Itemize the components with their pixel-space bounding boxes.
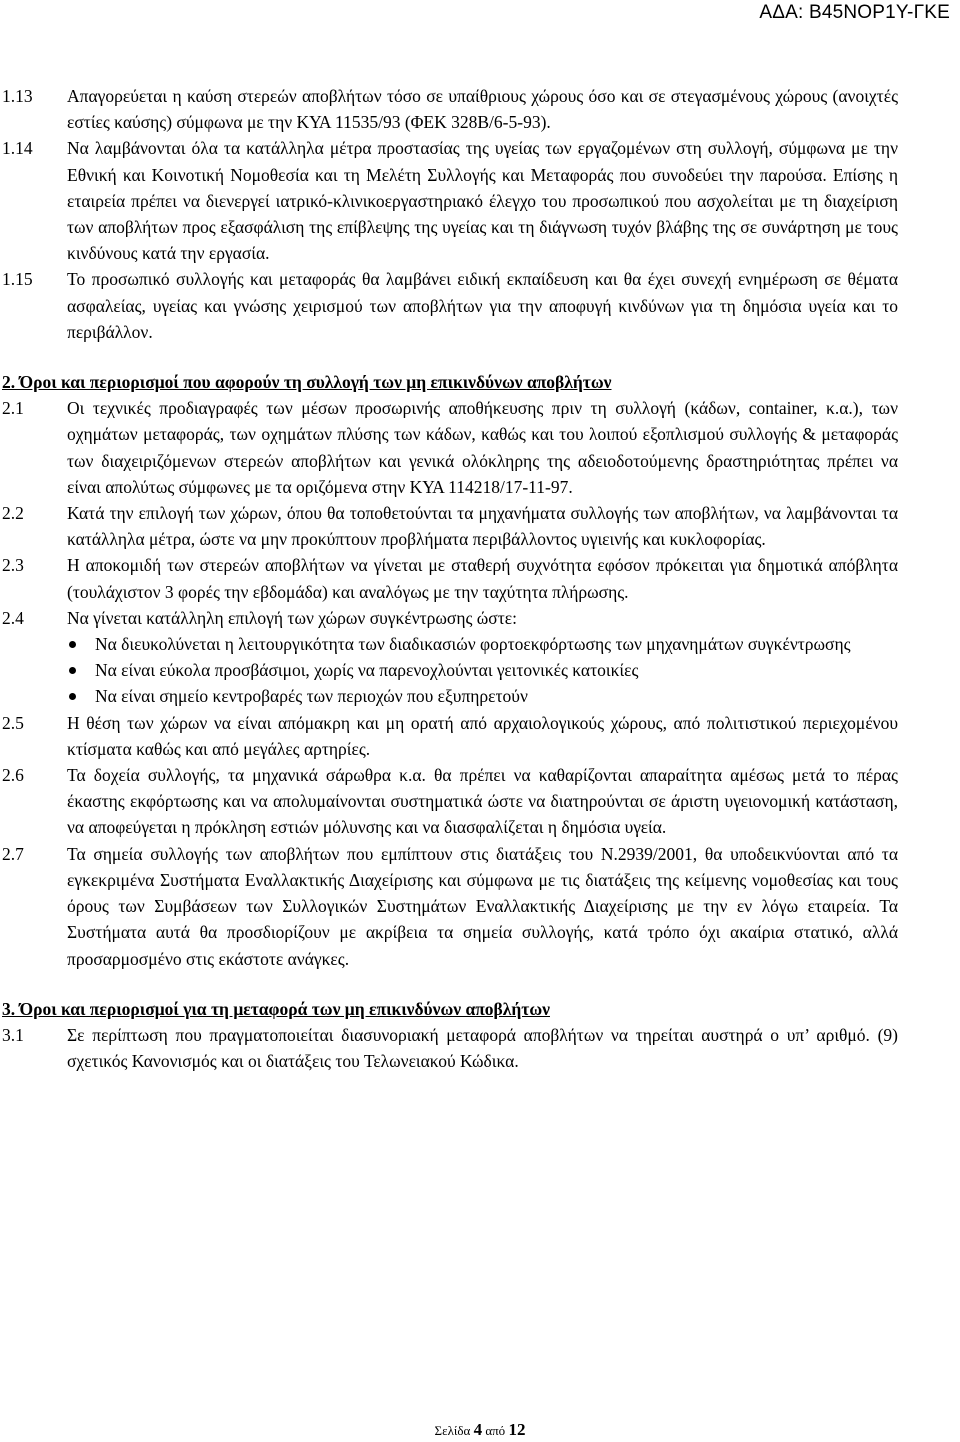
item-text-with-bullets [67,605,898,710]
item-text: Οι τεχνικές προδιαγραφές των μέσων προσωρινής αποθήκευσης πριν τη συλλογή (κάδων, container, κ.α.), των οχημάτων μεταφοράς, των οχημάτων πλύσης των κάδων, καθώς και του λοιπού εξοπλισμού συλλογής & μεταφοράς των διαχειριζόμενων στερεών αποβλήτων και γενικά ολόκληρης της αδειοδοτούμενης δραστηριότητας πρέπει να είναι απολύτως σύμφωνες με τα οριζόμενα στην ΚΥΑ 114218/17-11-97. [67,398,898,497]
item-number: 1.13 [2,86,33,106]
item-2-6 [0,762,960,841]
bullet-item: Να διευκολύνεται η λειτουργικότητα των διαδικασιών φορτοεκφόρτωσης των μηχανημάτων συγκέντρωσης [67,631,898,657]
item-text: Να γίνεται κατάλληλη επιλογή των χώρων συγκέντρωσης ώστε: [67,607,517,628]
item-2-3 [0,552,960,604]
section-2-heading: 2. Όροι και περιορισμοί που αφορούν τη συλλογή των μη επικινδύνων αποβλήτων [2,372,612,393]
item-number: 1.14 [2,138,33,159]
item-3-1 [0,1022,960,1074]
item-2-1 [0,395,960,500]
item-number: 1.15 [2,269,33,290]
bullet-item: Να είναι σημείο κεντροβαρές των περιοχών που εξυπηρετούν [67,683,898,709]
page-of-label: από [485,1423,506,1438]
page-label: Σελίδα [434,1423,471,1438]
item-text: Το προσωπικό συλλογής και μεταφοράς θα λαμβάνει ειδική εκπαίδευση και θα έχει συνεχή ενημέρωση σε θέματα ασφαλείας, υγείας και γνώσης χειρισμού των αποβλήτων για την αποφυγή κινδύνων για τη δημόσια υγεία και το περιβάλλον. [67,269,898,342]
item-number: 2.3 [2,555,24,576]
page-number: 4 [473,1420,483,1439]
item-2-4 [0,605,960,710]
item-1-13 [0,83,960,135]
item-number: 2.6 [2,765,24,786]
item-number: 2.4 [2,607,24,628]
item-text: Η θέση των χώρων να είναι απόμακρη και μη ορατή από αρχαιολογικούς χώρους, από πολιτιστικού περιεχομένου κτίσματα καθώς και από μεγάλες αρτηρίες. [67,712,898,759]
item-text: Σε περίπτωση που πραγματοποιείται διασυνοριακή μεταφορά αποβλήτων να τηρείται αυστηρά ο υπ’ αριθμό. (9) σχετικός Κανονισμός και οι διατάξεις του Τελωνειακού Κώδικα. [67,1024,898,1072]
item-number: 2.7 [2,843,24,864]
item-number: 2.2 [2,503,24,524]
bullet-item: Να είναι εύκολα προσβάσιμοι, χωρίς να παρενοχλούνται γειτονικές κατοικίες [67,657,898,683]
item-text: Τα σημεία συλλογής των αποβλήτων που εμπίπτουν στις διατάξεις του Ν.2939/2001, θα υποδεικνύονται από τα εγκεκριμένα Συστήματα Εναλλακτικής Διαχείρισης και σύμφωνα με τις διατάξεις της κείμενης νομοθεσίας και τους όρους των Συμβάσεων των Συλλογικών Συστημάτων Εναλλακτικής Διαχείρισης με την εν λόγω εταιρεία. Τα Συστήματα αυτά θα προσδιορίζουν με ακρίβεια τα σημεία συλλογής, κατά τρόπο όχι ακαίρια στατικό, αλλά προσαρμοσμένο στις εκάστοτε ανάγκες. [67,843,898,969]
item-1-15 [0,266,960,345]
item-1-14 [0,135,960,266]
item-2-7 [0,841,960,972]
item-number: 3.1 [2,1024,24,1045]
item-text: Η αποκομιδή των στερεών αποβλήτων να γίνεται με σταθερή συχνότητα εφόσον πρόκειται για δημοτικά απόβλητα (τουλάχιστον 3 φορές την εβδομάδα) και αναλόγως με την ταχύτητα πλήρωσης. [67,555,898,602]
item-2-5 [0,710,960,762]
page-total: 12 [508,1420,526,1439]
item-number: 2.1 [2,398,24,419]
page-footer [0,1420,960,1440]
item-text: Να λαμβάνονται όλα τα κατάλληλα μέτρα προστασίας της υγείας των εργαζομένων στη συλλογή, σύμφωνα με την Εθνική και Κοινοτική Νομοθεσία και τη Μελέτη Συλλογής και Μεταφοράς που συνοδεύει την παρούσα. Επίσης η εταιρεία πρέπει να διενεργεί ιατρικό-κλινικοεργαστηριακό έλεγχο του προσωπικού που ασχολείται με τη διαχείριση των αποβλήτων προς εξασφάλιση της επίβλεψης της υγείας και τη διάγνωση τυχόν βλάβης της σε συνάρτηση με τους κινδύνους κατά την εργασία. [67,138,898,264]
section-3-heading: 3. Όροι και περιορισμοί για τη μεταφορά των μη επικινδύνων αποβλήτων [2,998,550,1019]
document-body [0,83,960,1074]
item-number: 2.5 [2,712,24,733]
ada-code: ΑΔΑ: Β45ΝΟΡ1Υ-ΓΚΕ [759,2,950,23]
item-text: Τα δοχεία συλλογής, τα μηχανικά σάρωθρα κ.α. θα πρέπει να καθαρίζονται απαραίτητα αμέσως μετά το πέρας έκαστης εκφόρτωσης και να απολυμαίνονται συστηματικά ώστε να διατηρούνται σε άριστη υγειονομική κατάσταση, να αποφεύγεται η πρόκληση εστιών μόλυνσης και να διασφαλίζεται η δημόσια υγεία. [67,765,898,838]
item-text: Κατά την επιλογή των χώρων, όπου θα τοποθετούνται τα μηχανήματα συλλογής των αποβλήτων, να λαμβάνονται τα κατάλληλα μέτρα, ώστε να μην προκύπτουν προβλήματα περιβάλλοντος υγιεινής και κυκλοφορίας. [67,503,898,550]
item-text: Απαγορεύεται η καύση στερεών αποβλήτων τόσο σε υπαίθριους χώρους όσο και σε στεγασμένους χώρους (ανοιχτές εστίες καύσης) σύμφωνα με την ΚΥΑ 11535/93 (ΦΕΚ 328Β/6-5-93). [67,86,898,133]
item-2-2 [0,500,960,552]
bullet-list [67,631,898,710]
